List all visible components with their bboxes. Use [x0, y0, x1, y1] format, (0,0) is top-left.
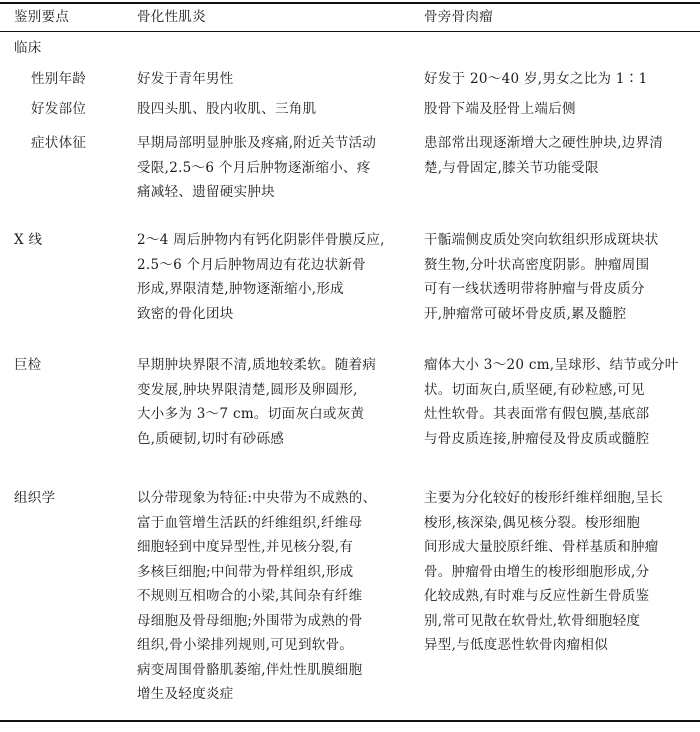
bottom-rule	[0, 720, 700, 722]
row-sex-age-osteosarcoma: 好发于 20～40 岁,男女之比为 1∶1	[424, 71, 648, 87]
row-label-symptoms: 症状体征	[31, 135, 87, 151]
row-label-site: 好发部位	[31, 101, 87, 117]
header-col-criteria: 鉴别要点	[14, 9, 70, 25]
row-label-histology: 组织学	[14, 490, 56, 506]
row-label-xray: X 线	[14, 232, 43, 248]
header-col-osteosarcoma: 骨旁骨肉瘤	[424, 9, 493, 25]
row-label-sex-age: 性别年龄	[31, 71, 87, 87]
top-rule	[0, 2, 700, 4]
row-histology-myositis: 以分带现象为特征:中央带为不成熟的、 富于血管增生活跃的纤维组织,纤维母 细胞轻到中度异型性,并见核分裂,有 多核巨细胞;中间带为骨样组织,形成 不规则互相吻合的小梁,其间杂有纤维 母细胞及骨母细胞;外围带为成熟的骨 组织,骨小梁排列规则,可见到软骨。 病变周围骨骼肌萎缩,伴灶性肌膜细胞 增生及轻度炎症	[137, 490, 377, 702]
section-title-clinical: 临床	[14, 40, 42, 56]
row-xray-osteosarcoma: 干骺端侧皮质处突向软组织形成斑块状 赘生物,分叶状高密度阴影。肿瘤周围 可有一线状透明带将肿瘤与骨皮质分 开,肿瘤常可破坏骨皮质,累及髓腔	[424, 232, 659, 322]
row-gross-osteosarcoma: 瘤体大小 3～20 cm,呈球形、结节或分叶 状。切面灰白,质坚硬,有砂粒感,可见 灶性软骨。其表面常有假包膜,基底部 与骨皮质连接,肿瘤侵及骨皮质或髓腔	[424, 357, 679, 447]
header-col-myositis: 骨化性肌炎	[137, 9, 206, 25]
row-label-gross: 巨检	[14, 357, 42, 373]
row-histology-osteosarcoma: 主要为分化较好的梭形纤维样细胞,呈长 梭形,核深染,偶见核分裂。梭形细胞 间形成大量胶原纤维、骨样基质和肿瘤 骨。肿瘤骨由增生的梭形细胞形成,分 化较成熟,有时难与反应性新生骨质鉴 别,常可见散在软骨灶,软骨细胞轻度 异型,与低度恶性软骨肉瘤相似	[424, 490, 664, 653]
row-sex-age-myositis: 好发于青年男性	[137, 71, 234, 87]
row-site-myositis: 股四头肌、股内收肌、三角肌	[137, 101, 317, 117]
row-symptoms-myositis: 早期局部明显肿胀及疼痛,附近关节活动 受限,2.5～6 个月后肿物逐渐缩小、疼 痛减轻、遗留硬实肿块	[137, 135, 377, 200]
row-gross-myositis: 早期肿块界限不清,质地较柔软。随着病 变发展,肿块界限清楚,圆形及卵圆形, 大小多为 3～7 cm。切面灰白或灰黄 色,质硬韧,切时有砂砾感	[137, 357, 377, 447]
header-rule	[0, 31, 700, 32]
row-site-osteosarcoma: 股骨下端及胫骨上端后侧	[424, 101, 576, 117]
row-symptoms-osteosarcoma: 患部常出现逐渐增大之硬性肿块,边界清 楚,与骨固定,膝关节功能受限	[424, 135, 664, 176]
row-xray-myositis: 2～4 周后肿物内有钙化阴影伴骨膜反应, 2.5～6 个月后肿物周边有花边状新骨 形成,界限清楚,肿物逐渐缩小,形成 致密的骨化团块	[137, 232, 385, 322]
